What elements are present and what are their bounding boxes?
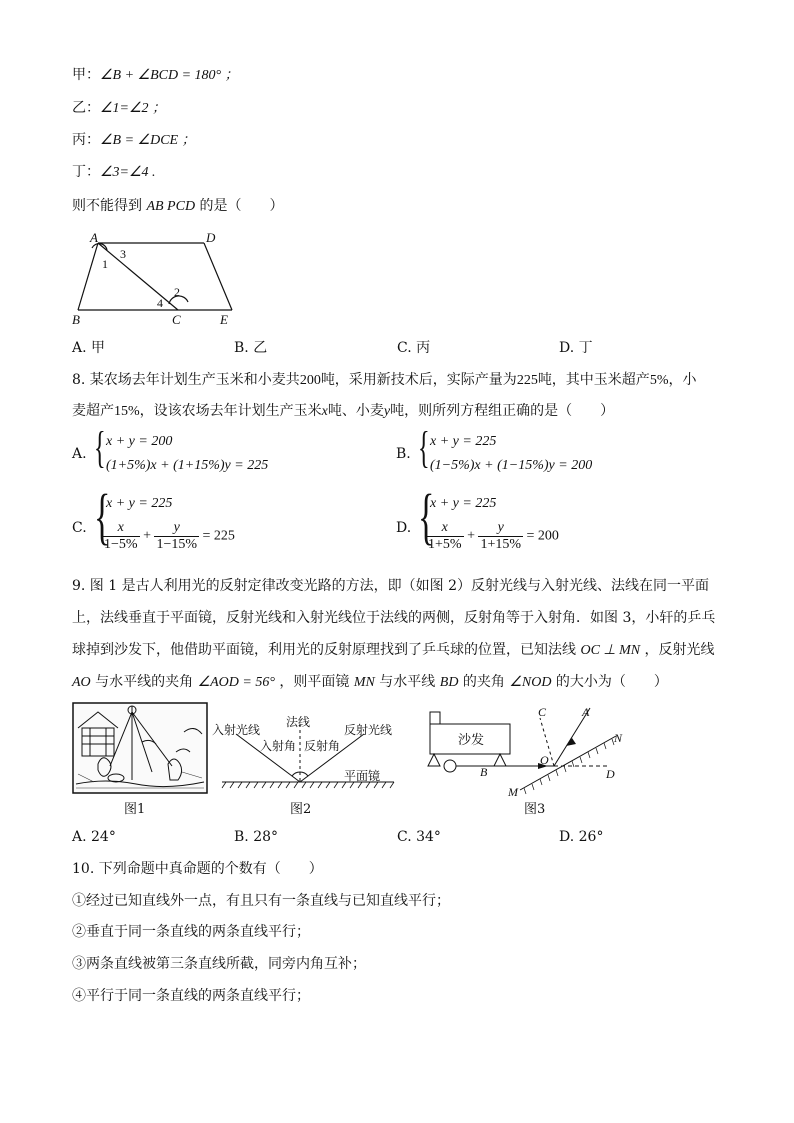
fraction-2 bbox=[478, 520, 523, 553]
q8-option-c[interactable] bbox=[72, 483, 332, 558]
q7-question bbox=[72, 196, 284, 217]
label-C: C bbox=[538, 705, 547, 719]
brace-icon: { bbox=[418, 483, 435, 551]
q8-text: ，设该农场去年计划生产玉米 bbox=[139, 403, 322, 419]
q8-num: 15% bbox=[114, 404, 140, 419]
denominator: 1−5% bbox=[104, 537, 138, 552]
q9-stem-line2: 上，法线垂直于平面镜，反射光线和入射光线位于法线的两侧，反射角等于入射角．如图 3，小轩的乒乓 bbox=[72, 610, 716, 626]
condition-label: 丙： bbox=[72, 132, 100, 148]
q7-option-d[interactable]: D. 丁 bbox=[559, 340, 593, 356]
q9-option-a[interactable]: A. 24° bbox=[72, 829, 116, 845]
incidence-angle-label: 入射角 bbox=[260, 739, 297, 753]
q8-var: y bbox=[383, 404, 391, 419]
q8-stem-line2 bbox=[72, 401, 614, 422]
q9-stem-line4 bbox=[72, 672, 668, 693]
q10-stem: 10. 下列命题中真命题的个数有（ ） bbox=[72, 861, 323, 877]
q9-expr: MN bbox=[353, 675, 375, 690]
condition-expr: ∠B = ∠DCE ； bbox=[100, 133, 196, 148]
equation-1: x + y = 225 bbox=[430, 434, 497, 449]
q8-text: 8. 某农场去年计划生产玉米和小麦共 bbox=[72, 372, 300, 388]
q7-option-b[interactable]: B. 乙 bbox=[234, 340, 268, 356]
rhs: = 200 bbox=[526, 528, 559, 544]
q7-text: 的是（ ） bbox=[195, 198, 284, 214]
condition-label: 乙： bbox=[72, 100, 100, 116]
figure-2-reflection-diagram bbox=[210, 710, 406, 794]
equation-2: (1+5%)x + (1+15%)y = 225 bbox=[106, 458, 269, 473]
q8-text: 吨，采用新技术后，实际产量为 bbox=[320, 372, 517, 388]
q9-stem-line3 bbox=[72, 640, 715, 661]
q8-option-b[interactable] bbox=[396, 423, 656, 478]
numerator: x bbox=[102, 520, 140, 537]
numerator: y bbox=[478, 520, 523, 537]
q8-num: 225 bbox=[516, 373, 538, 388]
q9-expr: OC ⊥ MN bbox=[580, 643, 641, 658]
q9-text: ，则平面镜 bbox=[274, 674, 354, 690]
q7-option-c[interactable]: C. 丙 bbox=[397, 340, 431, 356]
figure-1-caption: 图1 bbox=[124, 802, 146, 817]
q9-stem-line1: 9. 图 1 是古人利用光的反射定律改变光路的方法，即（如图 2）反射光线与入射光线、法线在同一平面 bbox=[72, 578, 709, 594]
q8-num: 5% bbox=[649, 373, 669, 388]
q7-expr: AB PCD bbox=[146, 199, 196, 214]
q9-expr: ∠AOD = 56° bbox=[197, 675, 275, 690]
angle-label-2: 2 bbox=[174, 285, 180, 299]
label-N: N bbox=[614, 731, 623, 745]
figure-3-sofa-mirror bbox=[420, 704, 640, 800]
fraction-1 bbox=[102, 520, 140, 553]
equation-2: $\frac{x}{1-5\%}$ + $\frac{y}{1-15\%}$ = 225 bbox=[104, 520, 235, 552]
normal-label: 法线 bbox=[286, 715, 311, 729]
q8-option-d[interactable] bbox=[396, 483, 656, 558]
fraction-1 bbox=[426, 520, 464, 553]
angle-label-1: 1 bbox=[102, 257, 108, 271]
q7-option-a[interactable]: A. 甲 bbox=[72, 340, 106, 356]
angle-label-3: 3 bbox=[120, 247, 126, 261]
q9-option-d[interactable]: D. 26° bbox=[559, 829, 604, 845]
label-D: D bbox=[206, 230, 216, 245]
q9-option-c[interactable]: C. 34° bbox=[397, 829, 441, 845]
label-B: B bbox=[480, 765, 488, 779]
q8-var: x bbox=[321, 404, 328, 419]
figure-2-caption: 图2 bbox=[290, 802, 312, 817]
equation-2: $\frac{x}{1+5\%}$ + $\frac{y}{1+15\%}$ = 200 bbox=[428, 520, 559, 552]
q10-item-2: ②垂直于同一条直线的两条直线平行； bbox=[72, 924, 310, 940]
condition-label: 甲： bbox=[72, 67, 100, 83]
condition-expr: ∠1=∠2 ； bbox=[100, 101, 167, 116]
q7-parallelogram-figure bbox=[68, 228, 248, 328]
condition-yi bbox=[72, 98, 166, 119]
q9-text: 与水平线 bbox=[374, 674, 440, 690]
brace-icon: { bbox=[418, 423, 430, 472]
denominator: 1+15% bbox=[480, 537, 522, 552]
q10-item-3: ③两条直线被第三条直线所截，同旁内角互补； bbox=[72, 956, 366, 972]
condition-jia bbox=[72, 65, 239, 86]
option-label: A. bbox=[72, 446, 87, 462]
brace-icon: { bbox=[94, 423, 106, 472]
label-C: C bbox=[172, 312, 181, 327]
q8-option-a[interactable] bbox=[72, 423, 332, 478]
reflection-angle-label: 反射角 bbox=[304, 739, 341, 753]
label-O: O bbox=[540, 753, 549, 767]
q9-text: 的大小为（ ） bbox=[551, 674, 668, 690]
option-label: C. bbox=[72, 520, 87, 536]
q9-text: 与水平线的夹角 bbox=[90, 674, 198, 690]
q8-text: 麦超产 bbox=[72, 403, 114, 419]
condition-label: 丁： bbox=[72, 164, 100, 180]
label-A: A bbox=[582, 705, 590, 719]
q9-text: 的夹角 bbox=[458, 674, 510, 690]
equation-1: x + y = 200 bbox=[106, 434, 173, 449]
q9-expr: BD bbox=[439, 675, 459, 690]
equation-1: x + y = 225 bbox=[430, 496, 497, 511]
q10-item-4: ④平行于同一条直线的两条直线平行； bbox=[72, 988, 310, 1004]
figure-1-illustration bbox=[72, 702, 208, 794]
q8-text: 吨、小麦 bbox=[327, 403, 384, 419]
incident-ray-label: 入射光线 bbox=[212, 723, 261, 737]
label-E: E bbox=[220, 312, 228, 327]
q9-expr: ∠NOD bbox=[509, 675, 552, 690]
fraction-2 bbox=[154, 520, 199, 553]
condition-bing bbox=[72, 130, 196, 151]
sofa-label: 沙发 bbox=[458, 733, 485, 748]
label-A: A bbox=[90, 230, 98, 245]
option-label: D. bbox=[396, 520, 412, 536]
q8-stem-line1 bbox=[72, 370, 696, 391]
rhs: = 225 bbox=[202, 528, 235, 544]
q9-expr: AO bbox=[72, 675, 91, 690]
label-D: D bbox=[606, 767, 615, 781]
brace-icon: { bbox=[94, 483, 111, 551]
reflected-ray-label: 反射光线 bbox=[344, 723, 393, 737]
q9-option-b[interactable]: B. 28° bbox=[234, 829, 279, 845]
mirror-label: 平面镜 bbox=[344, 769, 381, 783]
q8-text: ，小 bbox=[668, 372, 697, 388]
figure-3-caption: 图3 bbox=[524, 802, 546, 817]
numerator: x bbox=[426, 520, 464, 537]
q8-text: 吨，其中玉米超产 bbox=[537, 372, 650, 388]
label-B: B bbox=[72, 312, 80, 327]
angle-label-4: 4 bbox=[157, 296, 163, 310]
condition-expr: ∠3=∠4 . bbox=[100, 165, 156, 180]
q8-num: 200 bbox=[299, 373, 321, 388]
condition-expr: ∠B + ∠BCD = 180° ； bbox=[100, 68, 239, 83]
q9-text: 球掉到沙发下，他借助平面镜，利用光的反射原理找到了乒乓球的位置，已知法线 bbox=[72, 642, 581, 658]
equation-2: (1−5%)x + (1−15%)y = 200 bbox=[430, 458, 593, 473]
q8-text: 吨，则所列方程组正确的是（ ） bbox=[390, 403, 615, 419]
numerator: y bbox=[154, 520, 199, 537]
denominator: 1+5% bbox=[428, 537, 462, 552]
q9-text: ，反射光线 bbox=[640, 642, 715, 658]
option-label: B. bbox=[396, 446, 411, 462]
q10-item-1: ①经过已知直线外一点，有且只有一条直线与已知直线平行； bbox=[72, 893, 450, 909]
condition-ding bbox=[72, 162, 156, 183]
denominator: 1−15% bbox=[156, 537, 198, 552]
q7-text: 则不能得到 bbox=[72, 198, 147, 214]
label-M: M bbox=[508, 785, 518, 799]
equation-1: x + y = 225 bbox=[106, 496, 173, 511]
